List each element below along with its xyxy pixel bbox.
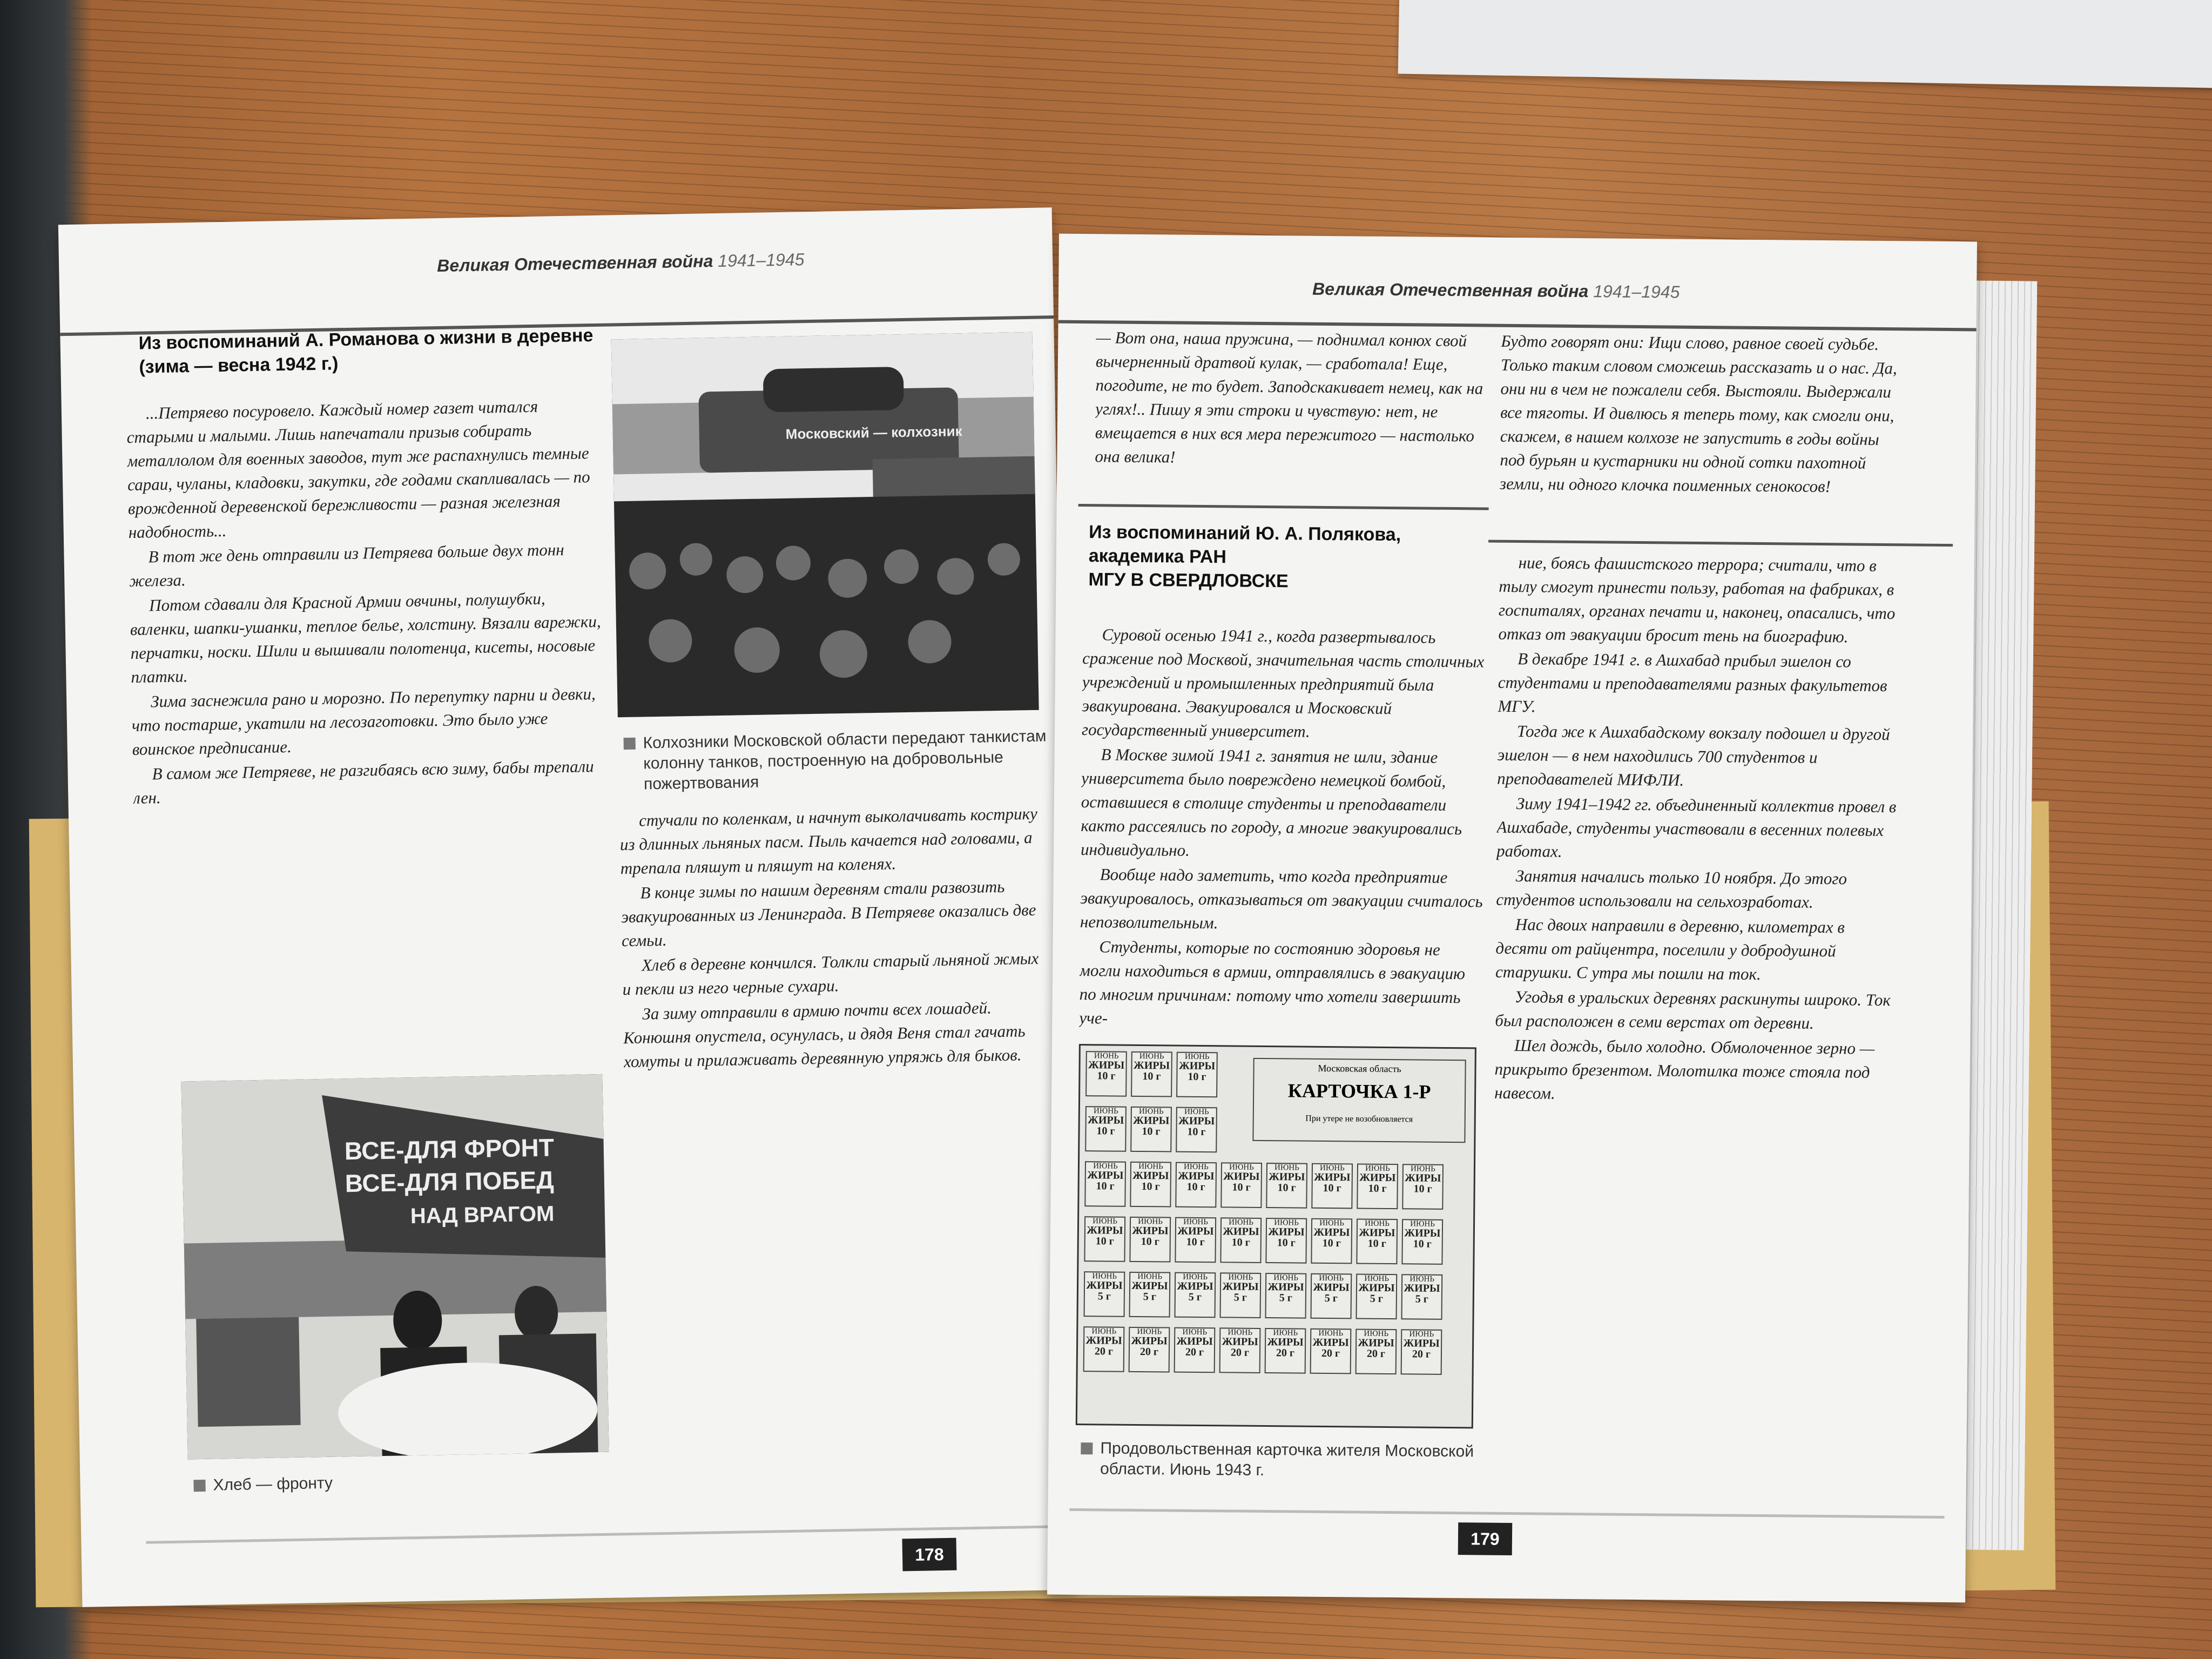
section-rule xyxy=(1078,504,1489,510)
card-title-block: Московская область КАРТОЧКА 1-Р При утере не возобновляется xyxy=(1252,1058,1466,1143)
coupon-cell: ИЮНЬ ЖИРЫ 10 г xyxy=(1130,1107,1172,1152)
coupon-cell: ИЮНЬ ЖИРЫ 10 г xyxy=(1311,1163,1353,1209)
coupon-cell: ИЮНЬ ЖИРЫ 10 г xyxy=(1131,1051,1172,1097)
page-number-179: 179 xyxy=(1458,1522,1513,1555)
coupon-cell: ИЮНЬ ЖИРЫ 10 г xyxy=(1176,1052,1218,1098)
coupon-cell: ИЮНЬ ЖИРЫ 10 г xyxy=(1266,1163,1307,1209)
left-page xyxy=(58,207,1076,1607)
coupon-cell: ИЮНЬ ЖИРЫ 10 г xyxy=(1220,1162,1262,1208)
coupon-cell: ИЮНЬ ЖИРЫ 20 г xyxy=(1083,1326,1125,1372)
coupon-cell: ИЮНЬ ЖИРЫ 20 г xyxy=(1355,1329,1397,1375)
section-rule-2 xyxy=(1488,540,1953,547)
coupon-cell: ИЮНЬ ЖИРЫ 10 г xyxy=(1357,1164,1398,1210)
coupon-cell: ИЮНЬ ЖИРЫ 10 г xyxy=(1402,1164,1444,1210)
banner-line-3: НАД ВРАГОМ xyxy=(410,1202,555,1229)
coupon-cell: ИЮНЬ ЖИРЫ 10 г xyxy=(1084,1161,1126,1207)
coupon-cell: ИЮНЬ ЖИРЫ 5 г xyxy=(1129,1272,1171,1318)
coupon-cell: ИЮНЬ ЖИРЫ 10 г xyxy=(1175,1162,1217,1208)
bread-to-front-photo xyxy=(181,1074,609,1460)
quote-column-2: Будто говорят они: Ищи слово, равное своей судьбе. Только таким словом сможешь рассказать и о нас. Да, они ни в чем не пожалели себя. Выстояли. Выдержали все тяготы. И дивлюсь я теперь тому, как смогли они, скажем, в нашем колхозе не запустить в годы войны под бурьян и кустарники ни одной сотки пахотной земли, ни одного клочка поименных сенокосов! xyxy=(1499,331,1897,496)
coupon-cell: ИЮНЬ ЖИРЫ 10 г xyxy=(1356,1219,1398,1265)
right-column-1-text: Суровой осенью 1941 г., когда развертывалось сражение под Москвой, значительная часть столичных учреждений и промышленных предприятий была эвакуирована. Эвакуировался и Московский государственный университет. В Москве зимой 1941 г. занятия не шли, здание университета было повреждено немецкой бомбой, оставшиеся в столице студенты и преподаватели както рассеялись по городу, а многие эвакуировались индивидуально. Вообще надо заметить, что когда предприятие эвакуировалось, отказываться от эвакуации считалось непозволительным. Студенты, которые по состоянию здоровья не могли находиться в армии, отправлялись в эвакуацию по многим причинам: потому что хотели завершить уче- xyxy=(1079,625,1485,1028)
coupon-cell: ИЮНЬ ЖИРЫ 20 г xyxy=(1219,1327,1261,1373)
memoir-heading: Из воспоминаний А. Романова о жизни в деревне (зима — весна 1942 г.) xyxy=(138,325,594,377)
tanks-photo xyxy=(611,332,1039,718)
ration-card xyxy=(1076,1044,1476,1428)
page-number-178: 178 xyxy=(902,1538,957,1572)
coupon-cell: ИЮНЬ ЖИРЫ 20 г xyxy=(1310,1328,1352,1374)
coupon-cell: ИЮНЬ ЖИРЫ 5 г xyxy=(1265,1273,1307,1319)
coupon-cell: ИЮНЬ ЖИРЫ 20 г xyxy=(1129,1327,1170,1373)
column-2-text: стучали по коленкам, и начнут выколачивать кострику из длинных льняных пасм. Пыль качается над головами, а трепала пляшут и пляшут на коленях. В конце зимы по нашим деревням стали развозить эвакуированных из Ленинграда. В Петряеве оказались две семьи. Хлеб в деревне кончился. Толкли старый льняной жмых и пекли из него черные сухари. За зиму отправили в армию почти всех лошадей. Конюшня опустела, осунулась, и дядя Веня стал гачать хомуты и прилаживать деревянную упряжь для быков. xyxy=(619,804,1039,1071)
coupon-cell: ИЮНЬ ЖИРЫ 20 г xyxy=(1401,1329,1442,1375)
coupon-cell: ИЮНЬ ЖИРЫ 5 г xyxy=(1401,1274,1443,1320)
coupon-cell: ИЮНЬ ЖИРЫ 5 г xyxy=(1356,1274,1398,1320)
tank-slogan: Московский — колхозник xyxy=(785,423,962,442)
coupon-cell: ИЮНЬ ЖИРЫ 20 г xyxy=(1265,1328,1306,1374)
coupon-cell: ИЮНЬ ЖИРЫ 10 г xyxy=(1175,1217,1216,1263)
quote-column-1: — Вот она, наша пружина, — поднимал конюх свой вычерненный дратвой кулак, — сработала! Еще, погодите, не то будет. Заподскакивает немец, как на углях!.. Пишу я эти строки и чувствую: нет, не вмещается в них вся мера пережитого — настолько она велика! xyxy=(1095,328,1483,467)
column-1-text: ...Петряево посуровело. Каждый номер газет читался старыми и малыми. Лишь напечатали призыв собирать металлолом для военных заводов, тут же распахнулись темные сараи, чуланы, кладовки, закутки, где годами скапливалась — по врожденной деревенской бережливости — разная железная надобность... В тот же день отправили из Петряева больше двух тонн железа. Потом сдавали для Красной Армии овчины, полушубки, валенки, шапки-ушанки, теплое белье, холстину. Вязали варежки, перчатки, носки. Шили и вышивали полотенца, кисеты, носовые платки. Зима заснежила рано и морозно. По перепутку парни и девки, что постарше, укатили на лесозаготовки. Это было уже воинское предписание. В самом же Петряеве, не разгибаясь всю зиму, бабы трепали лен. xyxy=(126,396,601,807)
coupon-cell: ИЮНЬ ЖИРЫ 10 г xyxy=(1085,1051,1127,1097)
running-head: Великая Отечественная война 1941–1945 xyxy=(436,249,805,276)
running-head-right: Великая Отечественная война 1941–1945 xyxy=(1312,279,1680,302)
coupon-cell: ИЮНЬ ЖИРЫ 10 г xyxy=(1129,1217,1171,1263)
right-page xyxy=(1047,234,1977,1603)
loose-paper-sheet xyxy=(1398,0,2212,89)
tanks-photo-caption: Колхозники Московской области передают танкистам колонну танков, построенную на добровольные пожертвования xyxy=(623,726,1054,795)
banner-line-1: ВСЕ-ДЛЯ ФРОНТ xyxy=(344,1133,555,1165)
banner-line-2: ВСЕ-ДЛЯ ПОБЕД xyxy=(345,1165,555,1198)
coupon-cell: ИЮНЬ ЖИРЫ 5 г xyxy=(1220,1272,1262,1318)
coupon-cell: ИЮНЬ ЖИРЫ 10 г xyxy=(1265,1218,1307,1264)
coupon-cell: ИЮНЬ ЖИРЫ 5 г xyxy=(1175,1272,1216,1318)
coupon-cell: ИЮНЬ ЖИРЫ 5 г xyxy=(1084,1271,1125,1317)
poliakov-heading: Из воспоминаний Ю. А. Полякова, академика РАН МГУ В СВЕРДЛОВСКЕ xyxy=(1088,522,1401,592)
coupon-cell: ИЮНЬ ЖИРЫ 10 г xyxy=(1311,1218,1352,1264)
coupon-cell: ИЮНЬ ЖИРЫ 10 г xyxy=(1085,1106,1127,1152)
coupon-cell: ИЮНЬ ЖИРЫ 20 г xyxy=(1174,1327,1216,1373)
coupon-cell: ИЮНЬ ЖИРЫ 10 г xyxy=(1401,1219,1443,1265)
bread-photo-caption: Хлеб — фронту xyxy=(193,1472,429,1496)
ration-card-caption: Продовольственная карточка жителя Московской области. Июнь 1943 г. xyxy=(1081,1438,1489,1483)
coupon-cell: ИЮНЬ ЖИРЫ 10 г xyxy=(1220,1217,1262,1263)
coupon-cell: ИЮНЬ ЖИРЫ 10 г xyxy=(1130,1162,1171,1208)
coupon-cell: ИЮНЬ ЖИРЫ 10 г xyxy=(1084,1216,1125,1262)
right-column-2-text: ние, боясь фашистского террора; считали, что в тылу смогут принести пользу, работая на фабриках, в госпиталях, органах печати и, наконец, опасались, что отказ от эвакуации бросит тень на биографию. В декабре 1941 г. в Ашхабад прибыл эшелон со студентами и преподавателями разных факультетов МГУ. Тогда же к Ашхабадскому вокзалу подошел и другой эшелон — в нем находились 700 студентов и преподавателей МИФЛИ. Зиму 1941–1942 гг. объединенный коллектив провел в Ашхабаде, студенты участвовали в весенних полевых работах. Занятия начались только 10 ноября. До этого студентов использовали на сельхозработах. Нас двоих направили в деревню, километрах в десяти от райцентра, поселили у добродушной старушки. С утра мы пошли на ток. Угодья в уральских деревнях раскинуты широко. Ток был расположен в семи верстах от деревни. Шел дождь, было холодно. Обмолоченное зерно — прикрыто брезентом. Молотилка тоже стояла под навесом. xyxy=(1494,553,1897,1103)
coupon-cell: ИЮНЬ ЖИРЫ 5 г xyxy=(1311,1273,1352,1319)
coupon-cell: ИЮНЬ ЖИРЫ 10 г xyxy=(1176,1107,1217,1153)
